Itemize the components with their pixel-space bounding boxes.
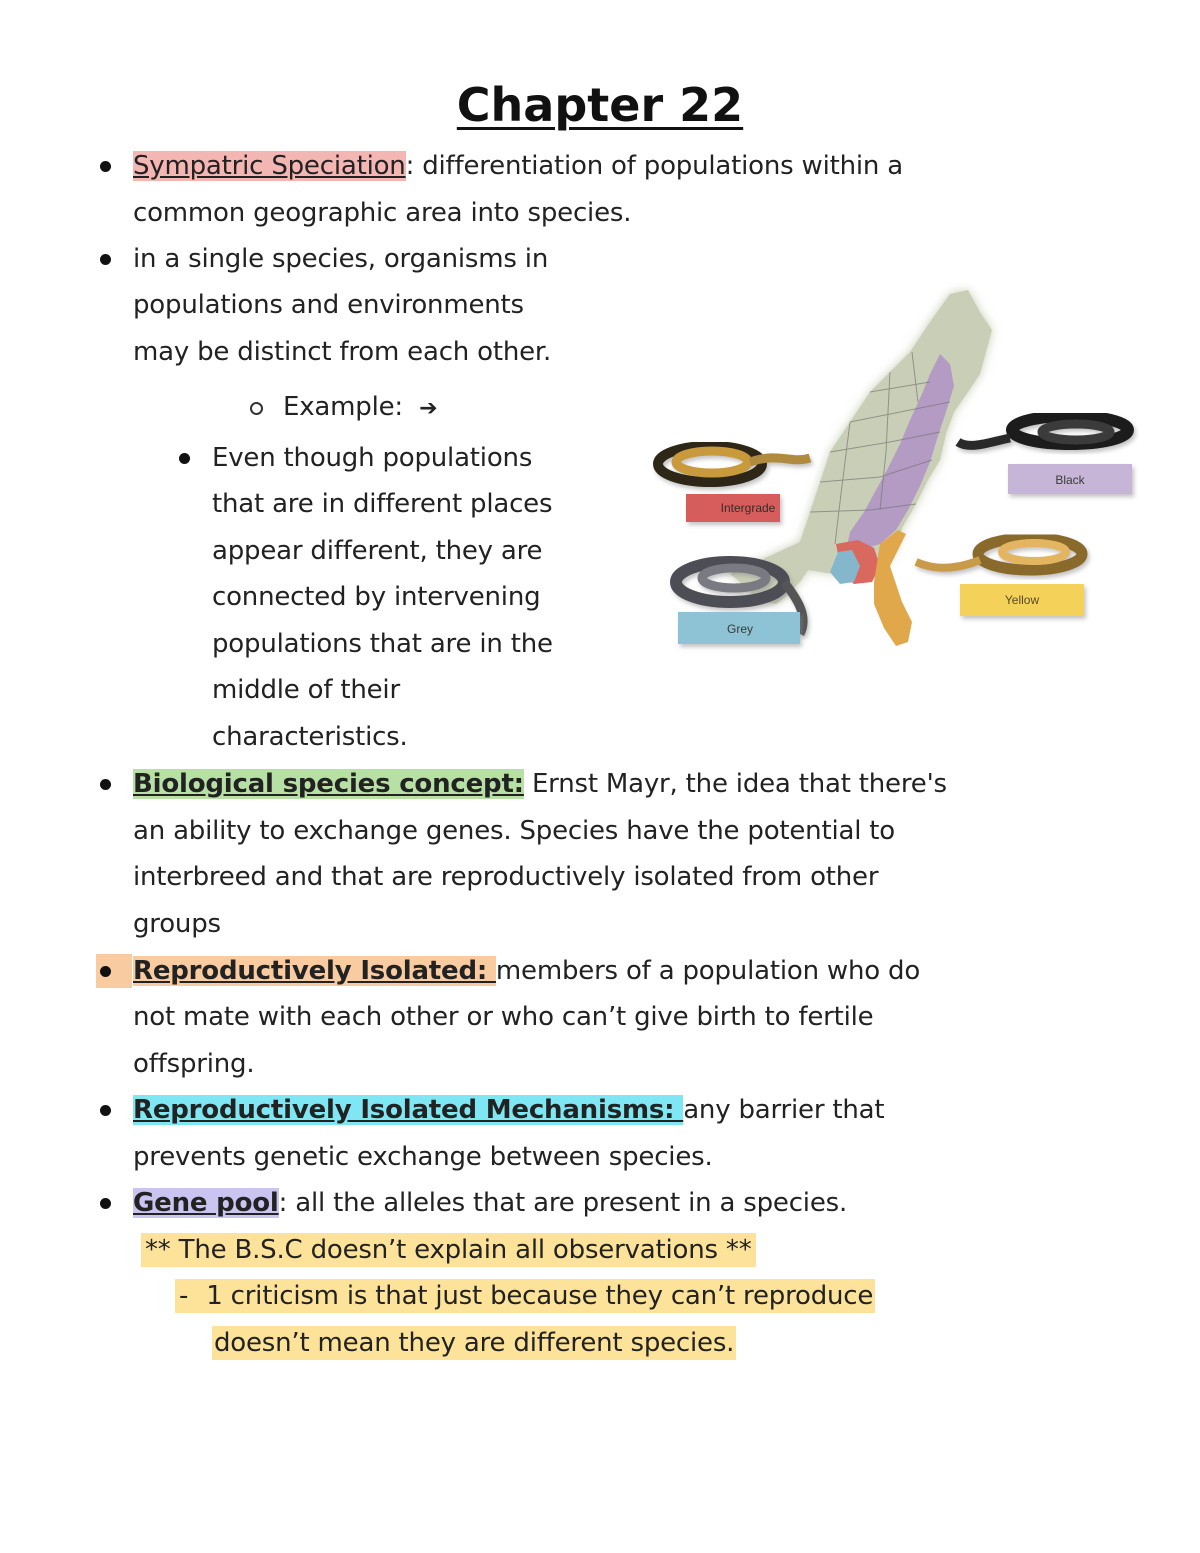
criticism-text-1: 1 criticism is that just because they can’t reproduce — [206, 1281, 874, 1311]
definition-text: any barrier that — [683, 1095, 885, 1125]
term-biological-species-concept: Biological species concept: — [133, 769, 524, 799]
label-intergrade: Intergrade — [720, 501, 776, 515]
single-species-line-3: may be distinct from each other. — [133, 337, 552, 367]
bsc-line-1 — [133, 768, 947, 800]
bullet — [179, 453, 190, 464]
term-reproductively-isolated: Reproductively Isolated: — [133, 956, 496, 986]
label-black: Black — [1055, 473, 1085, 487]
bullet — [100, 161, 111, 172]
example-label: Example: — [283, 392, 403, 422]
repro-isolated-line-3: offspring. — [133, 1049, 255, 1079]
criticism-dash: - — [175, 1279, 204, 1313]
even-though-line-2: that are in different places — [212, 489, 553, 519]
definition-text: : all the alleles that are present in a species. — [278, 1188, 848, 1218]
bullet — [100, 1105, 111, 1116]
label-yellow: Yellow — [1004, 593, 1040, 607]
bsc-note — [141, 1234, 756, 1266]
bullet — [100, 1198, 111, 1209]
page-title: Chapter 22 — [456, 78, 744, 132]
snake-distribution-map — [650, 282, 1140, 662]
arrow-right-icon: ➔ — [419, 396, 438, 421]
definition-text: Ernst Mayr, the idea that there's — [523, 769, 947, 799]
definition-text: : differentiation of populations within a — [405, 151, 904, 181]
term-sympatric-speciation: Sympatric Speciation — [133, 151, 406, 181]
term-reproductively-isolated-mechanisms: Reproductively Isolated Mechanisms: — [133, 1095, 684, 1125]
label-grey: Grey — [726, 622, 754, 636]
yellow-snake — [916, 538, 1082, 570]
even-though-line-1: Even though populations — [212, 443, 533, 473]
even-though-line-5: populations that are in the — [212, 629, 553, 659]
criticism-text-2: doesn’t mean they are different species. — [214, 1328, 735, 1358]
repro-mechanisms-line-1 — [133, 1094, 884, 1126]
intergrade-snake — [658, 446, 810, 482]
bsc-line-4: groups — [133, 909, 221, 939]
even-though-line-7: characteristics. — [212, 722, 408, 752]
repro-isolated-line-1 — [133, 955, 920, 987]
single-species-line-1: in a single species, organisms in — [133, 244, 549, 274]
single-species-line-2: populations and environments — [133, 290, 524, 320]
term-gene-pool: Gene pool — [133, 1188, 279, 1218]
bsc-line-3: interbreed and that are reproductively isolated from other — [133, 862, 879, 892]
note-text: ** The B.S.C doesn’t explain all observations ** — [141, 1233, 756, 1267]
even-though-line-4: connected by intervening — [212, 582, 541, 612]
example-line — [283, 391, 437, 425]
map-region-orange — [874, 530, 912, 646]
sympatric-line-1 — [133, 150, 903, 182]
bsc-line-2: an ability to exchange genes. Species have the potential to — [133, 816, 896, 846]
even-though-line-6: middle of their — [212, 675, 400, 705]
even-though-line-3: appear different, they are — [212, 536, 543, 566]
bullet — [100, 254, 111, 265]
bullet — [100, 779, 111, 790]
definition-text: members of a population who do — [495, 956, 921, 986]
repro-isolated-line-2: not mate with each other or who can’t give birth to fertile — [133, 1002, 874, 1032]
criticism-line-2 — [212, 1327, 736, 1359]
repro-mechanisms-line-2: prevents genetic exchange between species. — [133, 1142, 713, 1172]
bullet — [100, 966, 111, 977]
black-snake — [958, 416, 1128, 445]
gene-pool-line — [133, 1187, 847, 1219]
hollow-bullet — [250, 402, 263, 415]
sympatric-line-2: common geographic area into species. — [133, 198, 632, 228]
criticism-line-1 — [175, 1280, 875, 1312]
